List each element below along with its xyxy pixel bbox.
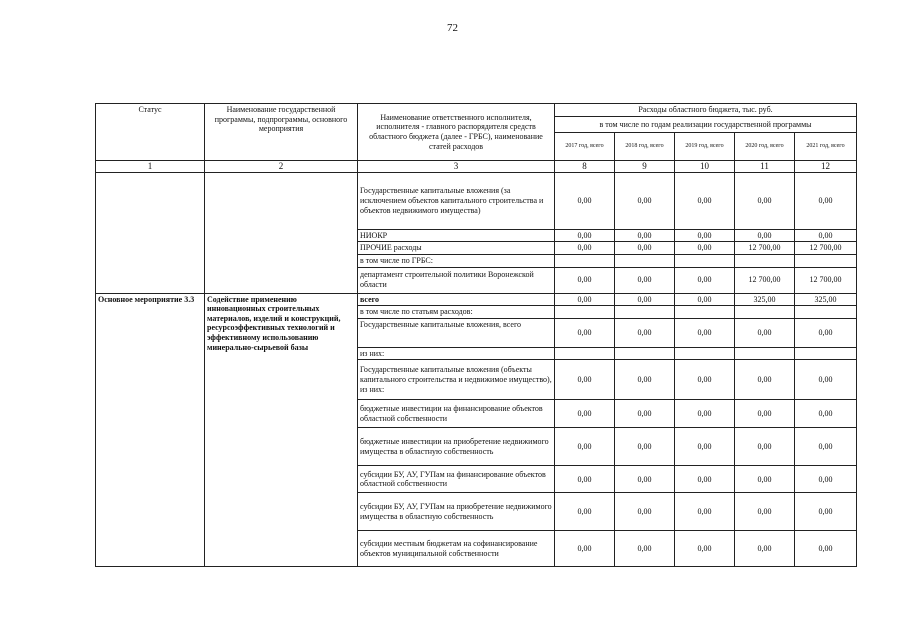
page-number: 72 <box>447 22 458 34</box>
value-cell <box>555 306 615 319</box>
header-executor: Наименование ответственного исполнителя, исполнителя - главного распорядителя средств областного бюджета (далее - ГРБС), наименование статей расходов <box>358 104 555 161</box>
value-cell: 0,00 <box>795 229 857 242</box>
value-cell: 0,00 <box>675 293 735 306</box>
value-cell: 0,00 <box>795 466 857 493</box>
value-cell: 0,00 <box>555 428 615 466</box>
value-cell: 0,00 <box>555 493 615 531</box>
expense-item-label: бюджетные инвестиции на приобретение недвижимого имущества в областную собственность <box>358 428 555 466</box>
value-cell: 0,00 <box>615 229 675 242</box>
value-cell: 0,00 <box>615 172 675 229</box>
header-status: Статус <box>96 104 205 161</box>
value-cell: 0,00 <box>675 242 735 255</box>
column-number: 3 <box>358 161 555 173</box>
value-cell: 0,00 <box>615 466 675 493</box>
expense-item-label: субсидии БУ, АУ, ГУПам на приобретение недвижимого имущества в областную собственность <box>358 493 555 531</box>
value-cell: 0,00 <box>555 242 615 255</box>
value-cell: 0,00 <box>615 293 675 306</box>
value-cell <box>675 347 735 360</box>
value-cell <box>675 254 735 267</box>
value-cell: 0,00 <box>735 493 795 531</box>
value-cell: 0,00 <box>735 531 795 567</box>
expense-item-label: всего <box>358 293 555 306</box>
table-body <box>96 172 857 567</box>
expense-item-label: НИОКР <box>358 229 555 242</box>
expense-item-label: департамент строительной политики Воронежской области <box>358 267 555 293</box>
program-name-cell: Содействие применению инновационных строительных материалов, изделий и конструкций, ресурсоэффективных технологий и эффективному использованию минерально-сырьевой базы <box>205 293 358 567</box>
value-cell: 0,00 <box>675 428 735 466</box>
column-number-row <box>96 161 857 173</box>
column-number: 11 <box>735 161 795 173</box>
value-cell: 0,00 <box>675 531 735 567</box>
value-cell: 0,00 <box>555 229 615 242</box>
value-cell <box>795 254 857 267</box>
column-number: 1 <box>96 161 205 173</box>
value-cell: 325,00 <box>735 293 795 306</box>
value-cell: 12 700,00 <box>795 267 857 293</box>
value-cell <box>615 347 675 360</box>
value-cell: 0,00 <box>735 400 795 428</box>
value-cell: 0,00 <box>675 493 735 531</box>
value-cell: 325,00 <box>795 293 857 306</box>
expense-item-label: в том числе по ГРБС: <box>358 254 555 267</box>
value-cell: 12 700,00 <box>735 267 795 293</box>
value-cell <box>615 306 675 319</box>
budget-table <box>95 103 857 567</box>
value-cell: 0,00 <box>675 172 735 229</box>
header-year: 2017 год, всего <box>555 133 615 161</box>
value-cell <box>555 347 615 360</box>
column-number: 9 <box>615 161 675 173</box>
status-cell: Основное мероприятие 3.3 <box>96 293 205 567</box>
value-cell: 0,00 <box>555 466 615 493</box>
value-cell: 0,00 <box>795 531 857 567</box>
value-cell <box>795 347 857 360</box>
column-number: 12 <box>795 161 857 173</box>
expense-item-label: в том числе по статьям расходов: <box>358 306 555 319</box>
header-year: 2018 год, всего <box>615 133 675 161</box>
value-cell: 0,00 <box>615 400 675 428</box>
header-expenses: Расходы областного бюджета, тыс. руб. <box>555 104 857 117</box>
value-cell: 0,00 <box>675 267 735 293</box>
header-program-name: Наименование государственной программы, подпрограммы, основного мероприятия <box>205 104 358 161</box>
value-cell: 0,00 <box>735 229 795 242</box>
expense-item-label: бюджетные инвестиции на финансирование объектов областной собственности <box>358 400 555 428</box>
value-cell: 0,00 <box>615 428 675 466</box>
program-cell-empty <box>205 172 358 293</box>
value-cell: 0,00 <box>795 318 857 347</box>
value-cell: 0,00 <box>675 360 735 400</box>
expense-item-label: Государственные капитальные вложения, всего <box>358 318 555 347</box>
column-number: 10 <box>675 161 735 173</box>
value-cell: 0,00 <box>555 400 615 428</box>
value-cell: 0,00 <box>615 493 675 531</box>
value-cell <box>735 306 795 319</box>
expense-item-label: ПРОЧИЕ расходы <box>358 242 555 255</box>
value-cell: 0,00 <box>615 242 675 255</box>
value-cell: 0,00 <box>675 229 735 242</box>
value-cell: 0,00 <box>735 466 795 493</box>
value-cell: 0,00 <box>615 267 675 293</box>
value-cell: 0,00 <box>555 531 615 567</box>
expense-item-label: из них: <box>358 347 555 360</box>
value-cell: 0,00 <box>615 531 675 567</box>
value-cell <box>735 347 795 360</box>
value-cell: 0,00 <box>735 172 795 229</box>
value-cell <box>795 306 857 319</box>
value-cell: 0,00 <box>555 267 615 293</box>
header-by-year: в том числе по годам реализации государственной программы <box>555 117 857 133</box>
value-cell: 0,00 <box>735 318 795 347</box>
column-number: 8 <box>555 161 615 173</box>
value-cell: 0,00 <box>795 493 857 531</box>
expense-item-label: субсидии БУ, АУ, ГУПам на финансирование объектов областной собственности <box>358 466 555 493</box>
value-cell: 0,00 <box>675 400 735 428</box>
value-cell <box>735 254 795 267</box>
value-cell: 0,00 <box>555 360 615 400</box>
value-cell: 0,00 <box>735 360 795 400</box>
header-year: 2021 год, всего <box>795 133 857 161</box>
table-header <box>96 104 857 173</box>
value-cell <box>615 254 675 267</box>
status-cell-empty <box>96 172 205 293</box>
table-row <box>96 172 857 229</box>
value-cell: 0,00 <box>795 360 857 400</box>
expense-item-label: субсидии местным бюджетам на софинансирование объектов муниципальной собственности <box>358 531 555 567</box>
column-number: 2 <box>205 161 358 173</box>
value-cell <box>555 254 615 267</box>
value-cell: 12 700,00 <box>735 242 795 255</box>
value-cell: 0,00 <box>795 428 857 466</box>
header-year: 2019 год, всего <box>675 133 735 161</box>
value-cell: 0,00 <box>615 360 675 400</box>
table-row <box>96 293 857 306</box>
expense-item-label: Государственные капитальные вложения (объекты капитального строительства и недвижимое имущество), из них: <box>358 360 555 400</box>
value-cell <box>675 306 735 319</box>
value-cell: 0,00 <box>555 293 615 306</box>
value-cell: 0,00 <box>675 466 735 493</box>
value-cell: 0,00 <box>555 172 615 229</box>
value-cell: 12 700,00 <box>795 242 857 255</box>
value-cell: 0,00 <box>675 318 735 347</box>
value-cell: 0,00 <box>555 318 615 347</box>
value-cell: 0,00 <box>735 428 795 466</box>
value-cell: 0,00 <box>795 172 857 229</box>
value-cell: 0,00 <box>795 400 857 428</box>
expense-item-label: Государственные капитальные вложения (за исключением объектов капитального строительства и объектов недвижимого имущества) <box>358 172 555 229</box>
header-year: 2020 год, всего <box>735 133 795 161</box>
value-cell: 0,00 <box>615 318 675 347</box>
